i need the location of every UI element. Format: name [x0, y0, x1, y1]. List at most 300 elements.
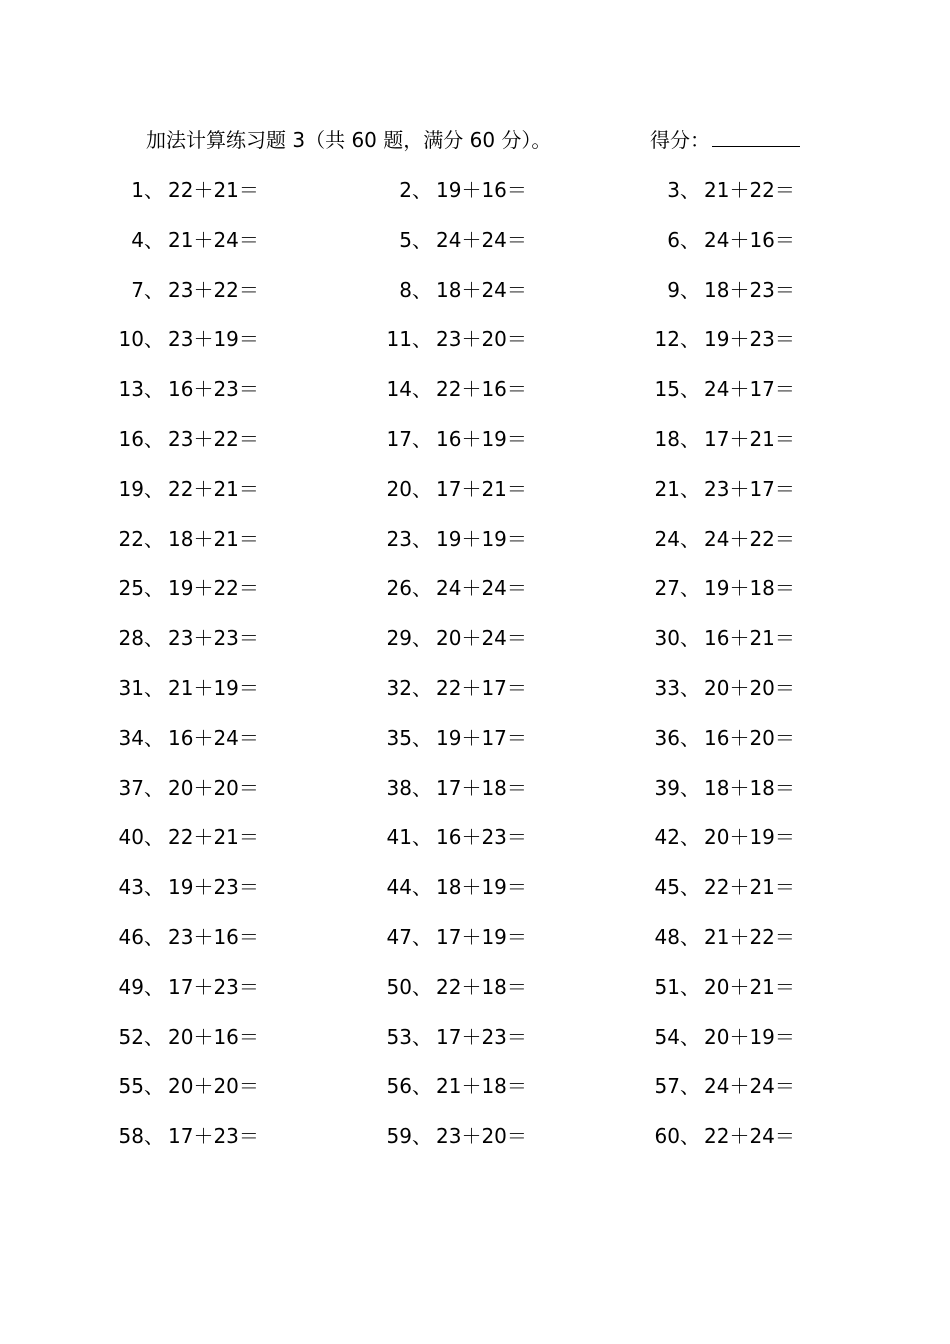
number-separator: 、 — [680, 227, 700, 252]
problem-index: 52 — [118, 1024, 144, 1049]
problem-expression: 20＋19＝ — [704, 825, 795, 850]
problem-item — [36, 1119, 276, 1153]
number-separator: 、 — [144, 227, 164, 252]
problem-row — [0, 870, 950, 920]
problem-number — [572, 1020, 702, 1054]
problem-expression: 20＋21＝ — [704, 974, 795, 999]
problem-index: 60 — [654, 1124, 680, 1149]
problem-index: 30 — [654, 626, 680, 651]
problem-number — [304, 571, 434, 605]
number-separator: 、 — [680, 675, 700, 700]
number-separator: 、 — [680, 725, 700, 750]
number-separator: 、 — [412, 675, 432, 700]
problem-row — [0, 721, 950, 771]
problem-row — [0, 920, 950, 970]
number-separator: 、 — [680, 277, 700, 302]
problem-expression: 24＋22＝ — [704, 526, 795, 551]
problem-expression: 18＋23＝ — [704, 277, 795, 302]
problem-index: 53 — [386, 1024, 412, 1049]
problem-index: 47 — [386, 924, 412, 949]
problem-expression: 20＋20＝ — [168, 775, 259, 800]
problem-item — [304, 273, 544, 307]
problem-row — [0, 322, 950, 372]
problem-index: 6 — [667, 227, 680, 252]
problem-row — [0, 621, 950, 671]
problem-index: 10 — [118, 327, 144, 352]
number-separator: 、 — [144, 675, 164, 700]
problem-number — [36, 422, 166, 456]
problem-number — [304, 621, 434, 655]
problem-row — [0, 1069, 950, 1119]
problem-number — [36, 970, 166, 1004]
problem-row — [0, 671, 950, 721]
number-separator: 、 — [144, 626, 164, 651]
problem-number — [36, 322, 166, 356]
problem-item — [36, 970, 276, 1004]
problem-expression: 19＋19＝ — [436, 526, 527, 551]
problem-expression: 20＋24＝ — [436, 626, 527, 651]
number-separator: 、 — [412, 426, 432, 451]
number-separator: 、 — [144, 924, 164, 949]
problem-item — [304, 571, 544, 605]
problem-item — [36, 621, 276, 655]
problem-item — [572, 273, 812, 307]
number-separator: 、 — [412, 775, 432, 800]
number-separator: 、 — [412, 227, 432, 252]
problem-number — [572, 173, 702, 207]
number-separator: 、 — [680, 974, 700, 999]
problem-index: 26 — [386, 576, 412, 601]
problem-item — [36, 472, 276, 506]
problem-number — [572, 1119, 702, 1153]
number-separator: 、 — [144, 1024, 164, 1049]
problem-number — [572, 372, 702, 406]
problem-expression: 23＋23＝ — [168, 626, 259, 651]
problem-row — [0, 173, 950, 223]
problem-expression: 21＋18＝ — [436, 1074, 527, 1099]
problem-item — [304, 621, 544, 655]
problem-number — [572, 870, 702, 904]
problem-item — [36, 1069, 276, 1103]
problem-number — [572, 671, 702, 705]
problem-number — [304, 920, 434, 954]
problem-number — [304, 1020, 434, 1054]
problem-expression: 16＋19＝ — [436, 426, 527, 451]
problem-index: 11 — [386, 327, 412, 352]
problem-grid — [0, 173, 950, 1169]
number-separator: 、 — [412, 924, 432, 949]
worksheet-header — [0, 124, 950, 156]
problem-index: 13 — [118, 377, 144, 402]
problem-expression: 22＋16＝ — [436, 377, 527, 402]
number-separator: 、 — [680, 178, 700, 202]
problem-number — [572, 422, 702, 456]
problem-number — [36, 820, 166, 854]
number-separator: 、 — [144, 526, 164, 551]
problem-index: 35 — [386, 725, 412, 750]
score-blank-line[interactable] — [712, 124, 800, 147]
problem-number — [572, 820, 702, 854]
problem-row — [0, 273, 950, 323]
problem-item — [36, 771, 276, 805]
problem-row — [0, 571, 950, 621]
number-separator: 、 — [144, 825, 164, 850]
problem-number — [36, 721, 166, 755]
number-separator: 、 — [680, 476, 700, 501]
problem-item — [572, 472, 812, 506]
problem-expression: 19＋16＝ — [436, 178, 527, 202]
number-separator: 、 — [412, 377, 432, 402]
problem-index: 5 — [399, 227, 412, 252]
problem-index: 15 — [654, 377, 680, 402]
problem-index: 57 — [654, 1074, 680, 1099]
problem-number — [304, 1069, 434, 1103]
score-field — [650, 124, 800, 156]
problem-expression: 22＋21＝ — [168, 476, 259, 501]
problem-number — [304, 372, 434, 406]
problem-expression: 20＋19＝ — [704, 1024, 795, 1049]
problem-expression: 24＋24＝ — [704, 1074, 795, 1099]
problem-index: 59 — [386, 1124, 412, 1149]
problem-number — [36, 571, 166, 605]
problem-index: 21 — [654, 476, 680, 501]
worksheet-title: 加法计算练习题 3（共 60 题，满分 60 分）。 — [146, 128, 552, 152]
problem-item — [36, 173, 276, 207]
number-separator: 、 — [412, 327, 432, 352]
number-separator: 、 — [412, 476, 432, 501]
problem-item — [36, 870, 276, 904]
number-separator: 、 — [412, 725, 432, 750]
problem-expression: 24＋24＝ — [436, 227, 527, 252]
problem-index: 16 — [118, 426, 144, 451]
problem-number — [572, 721, 702, 755]
problem-index: 9 — [667, 277, 680, 302]
problem-item — [304, 820, 544, 854]
problem-number — [304, 671, 434, 705]
problem-index: 31 — [118, 675, 144, 700]
problem-index: 14 — [386, 377, 412, 402]
problem-expression: 16＋23＝ — [436, 825, 527, 850]
problem-item — [304, 721, 544, 755]
number-separator: 、 — [412, 576, 432, 601]
number-separator: 、 — [680, 626, 700, 651]
problem-index: 20 — [386, 476, 412, 501]
problem-item — [36, 721, 276, 755]
problem-index: 32 — [386, 675, 412, 700]
problem-expression: 17＋18＝ — [436, 775, 527, 800]
problem-expression: 17＋21＝ — [436, 476, 527, 501]
problem-number — [304, 322, 434, 356]
problem-index: 2 — [399, 178, 412, 202]
problem-item — [572, 771, 812, 805]
problem-expression: 18＋18＝ — [704, 775, 795, 800]
problem-index: 43 — [118, 875, 144, 900]
problem-expression: 23＋19＝ — [168, 327, 259, 352]
number-separator: 、 — [680, 1024, 700, 1049]
problem-number — [36, 1020, 166, 1054]
problem-expression: 21＋24＝ — [168, 227, 259, 252]
problem-number — [572, 920, 702, 954]
problem-index: 49 — [118, 974, 144, 999]
problem-expression: 21＋19＝ — [168, 675, 259, 700]
problem-index: 7 — [131, 277, 144, 302]
number-separator: 、 — [680, 775, 700, 800]
problem-item — [36, 820, 276, 854]
number-separator: 、 — [680, 426, 700, 451]
problem-number — [304, 1119, 434, 1153]
problem-index: 44 — [386, 875, 412, 900]
problem-expression: 19＋23＝ — [168, 875, 259, 900]
number-separator: 、 — [144, 178, 164, 202]
problem-row — [0, 1020, 950, 1070]
problem-item — [572, 721, 812, 755]
problem-expression: 19＋17＝ — [436, 725, 527, 750]
problem-number — [572, 621, 702, 655]
problem-expression: 24＋24＝ — [436, 576, 527, 601]
problem-number — [36, 621, 166, 655]
problem-item — [572, 870, 812, 904]
number-separator: 、 — [680, 576, 700, 601]
problem-number — [36, 920, 166, 954]
problem-item — [304, 422, 544, 456]
problem-index: 50 — [386, 974, 412, 999]
problem-item — [304, 970, 544, 1004]
problem-expression: 17＋21＝ — [704, 426, 795, 451]
problem-number — [36, 472, 166, 506]
score-label: 得分： — [650, 128, 710, 152]
problem-expression: 23＋17＝ — [704, 476, 795, 501]
problem-item — [36, 522, 276, 556]
problem-expression: 17＋23＝ — [168, 974, 259, 999]
problem-number — [304, 522, 434, 556]
problem-item — [572, 372, 812, 406]
problem-expression: 23＋20＝ — [436, 1124, 527, 1149]
problem-number — [36, 870, 166, 904]
problem-number — [304, 223, 434, 257]
problem-number — [572, 322, 702, 356]
problem-item — [36, 671, 276, 705]
problem-number — [36, 173, 166, 207]
problem-expression: 16＋20＝ — [704, 725, 795, 750]
problem-number — [572, 522, 702, 556]
number-separator: 、 — [680, 1124, 700, 1149]
problem-item — [572, 970, 812, 1004]
number-separator: 、 — [144, 974, 164, 999]
number-separator: 、 — [412, 1074, 432, 1099]
problem-expression: 23＋22＝ — [168, 426, 259, 451]
problem-expression: 22＋18＝ — [436, 974, 527, 999]
number-separator: 、 — [144, 875, 164, 900]
problem-item — [304, 870, 544, 904]
problem-index: 24 — [654, 526, 680, 551]
problem-item — [36, 372, 276, 406]
problem-row — [0, 820, 950, 870]
problem-expression: 20＋20＝ — [704, 675, 795, 700]
number-separator: 、 — [144, 576, 164, 601]
problem-number — [36, 771, 166, 805]
number-separator: 、 — [412, 974, 432, 999]
problem-item — [36, 223, 276, 257]
problem-item — [572, 820, 812, 854]
problem-item — [36, 1020, 276, 1054]
problem-row — [0, 970, 950, 1020]
problem-item — [36, 571, 276, 605]
problem-number — [572, 771, 702, 805]
problem-expression: 20＋20＝ — [168, 1074, 259, 1099]
problem-row — [0, 771, 950, 821]
number-separator: 、 — [680, 875, 700, 900]
problem-index: 8 — [399, 277, 412, 302]
problem-index: 58 — [118, 1124, 144, 1149]
problem-expression: 18＋19＝ — [436, 875, 527, 900]
problem-item — [572, 223, 812, 257]
problem-expression: 20＋16＝ — [168, 1024, 259, 1049]
problem-number — [304, 472, 434, 506]
number-separator: 、 — [144, 476, 164, 501]
number-separator: 、 — [412, 178, 432, 202]
problem-expression: 17＋23＝ — [436, 1024, 527, 1049]
problem-index: 51 — [654, 974, 680, 999]
problem-index: 33 — [654, 675, 680, 700]
problem-index: 39 — [654, 775, 680, 800]
number-separator: 、 — [680, 825, 700, 850]
problem-item — [36, 273, 276, 307]
problem-index: 3 — [667, 178, 680, 202]
problem-expression: 23＋22＝ — [168, 277, 259, 302]
problem-index: 56 — [386, 1074, 412, 1099]
problem-item — [36, 322, 276, 356]
problem-number — [36, 522, 166, 556]
problem-item — [572, 173, 812, 207]
problem-number — [572, 472, 702, 506]
problem-expression: 16＋21＝ — [704, 626, 795, 651]
problem-item — [36, 920, 276, 954]
problem-number — [36, 1069, 166, 1103]
number-separator: 、 — [412, 626, 432, 651]
problem-expression: 16＋23＝ — [168, 377, 259, 402]
number-separator: 、 — [412, 825, 432, 850]
problem-expression: 17＋19＝ — [436, 924, 527, 949]
problem-item — [304, 671, 544, 705]
number-separator: 、 — [412, 277, 432, 302]
problem-index: 41 — [386, 825, 412, 850]
problem-number — [304, 970, 434, 1004]
problem-expression: 22＋21＝ — [168, 825, 259, 850]
problem-expression: 17＋23＝ — [168, 1124, 259, 1149]
problem-index: 28 — [118, 626, 144, 651]
problem-item — [304, 372, 544, 406]
number-separator: 、 — [680, 924, 700, 949]
problem-expression: 22＋17＝ — [436, 675, 527, 700]
problem-item — [36, 422, 276, 456]
problem-number — [304, 422, 434, 456]
problem-index: 46 — [118, 924, 144, 949]
problem-expression: 24＋17＝ — [704, 377, 795, 402]
problem-item — [304, 771, 544, 805]
problem-index: 1 — [131, 178, 144, 202]
number-separator: 、 — [680, 526, 700, 551]
problem-item — [304, 522, 544, 556]
problem-item — [304, 173, 544, 207]
problem-item — [304, 223, 544, 257]
number-separator: 、 — [144, 775, 164, 800]
problem-item — [304, 1020, 544, 1054]
problem-item — [572, 1069, 812, 1103]
number-separator: 、 — [680, 1074, 700, 1099]
problem-row — [0, 372, 950, 422]
problem-index: 25 — [118, 576, 144, 601]
problem-index: 19 — [118, 476, 144, 501]
number-separator: 、 — [144, 1124, 164, 1149]
problem-index: 4 — [131, 227, 144, 252]
problem-expression: 23＋20＝ — [436, 327, 527, 352]
problem-expression: 22＋24＝ — [704, 1124, 795, 1149]
problem-index: 18 — [654, 426, 680, 451]
problem-number — [572, 571, 702, 605]
problem-number — [36, 372, 166, 406]
problem-expression: 18＋24＝ — [436, 277, 527, 302]
problem-item — [572, 621, 812, 655]
problem-index: 22 — [118, 526, 144, 551]
problem-item — [304, 322, 544, 356]
problem-row — [0, 1119, 950, 1169]
problem-index: 37 — [118, 775, 144, 800]
problem-number — [572, 1069, 702, 1103]
problem-number — [36, 273, 166, 307]
number-separator: 、 — [144, 277, 164, 302]
problem-number — [304, 771, 434, 805]
problem-index: 54 — [654, 1024, 680, 1049]
problem-expression: 21＋22＝ — [704, 924, 795, 949]
problem-index: 17 — [386, 426, 412, 451]
problem-expression: 16＋24＝ — [168, 725, 259, 750]
problem-item — [304, 920, 544, 954]
problem-expression: 19＋22＝ — [168, 576, 259, 601]
problem-number — [36, 1119, 166, 1153]
problem-item — [572, 522, 812, 556]
problem-index: 55 — [118, 1074, 144, 1099]
problem-item — [572, 1119, 812, 1153]
problem-item — [572, 920, 812, 954]
problem-item — [572, 571, 812, 605]
number-separator: 、 — [680, 377, 700, 402]
problem-item — [572, 1020, 812, 1054]
problem-index: 36 — [654, 725, 680, 750]
problem-number — [304, 173, 434, 207]
problem-row — [0, 522, 950, 572]
problem-number — [36, 671, 166, 705]
problem-expression: 24＋16＝ — [704, 227, 795, 252]
problem-index: 12 — [654, 327, 680, 352]
problem-number — [304, 273, 434, 307]
problem-row — [0, 472, 950, 522]
number-separator: 、 — [680, 327, 700, 352]
number-separator: 、 — [144, 377, 164, 402]
problem-index: 38 — [386, 775, 412, 800]
problem-expression: 19＋18＝ — [704, 576, 795, 601]
problem-expression: 22＋21＝ — [704, 875, 795, 900]
problem-item — [572, 322, 812, 356]
number-separator: 、 — [412, 526, 432, 551]
number-separator: 、 — [144, 1074, 164, 1099]
problem-expression: 19＋23＝ — [704, 327, 795, 352]
problem-number — [572, 273, 702, 307]
problem-row — [0, 223, 950, 273]
number-separator: 、 — [144, 327, 164, 352]
problem-index: 48 — [654, 924, 680, 949]
problem-number — [304, 721, 434, 755]
problem-item — [304, 1069, 544, 1103]
